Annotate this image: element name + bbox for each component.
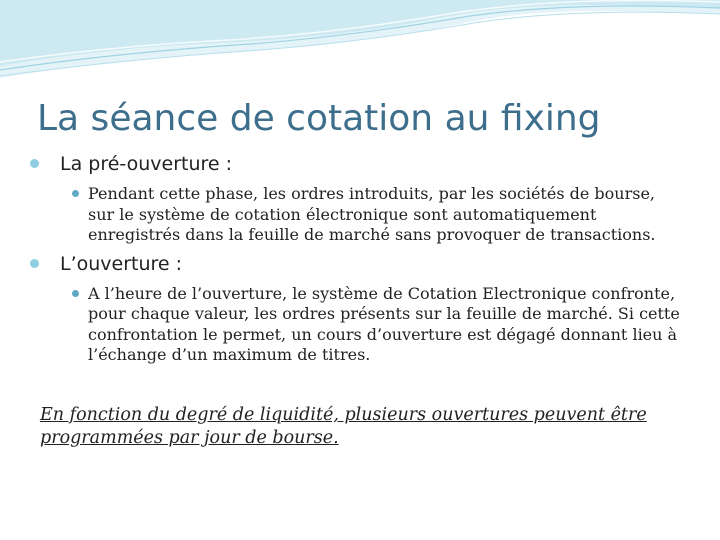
section-heading-preopening xyxy=(26,152,686,176)
sub-bullet-icon xyxy=(72,290,79,297)
note-text: En fonction du degré de liquidité, plusieurs ouvertures peuvent être programmées par jour de bourse. xyxy=(40,405,647,448)
bullet-item-preopening xyxy=(88,184,686,246)
section-heading-text: La pré-ouverture : xyxy=(60,153,233,175)
sub-bullet-icon xyxy=(72,190,79,197)
slide-title: La séance de cotation au fixing xyxy=(37,98,601,139)
bullet-icon xyxy=(30,159,39,168)
bullet-item-opening xyxy=(88,284,686,366)
slide-content xyxy=(26,152,686,366)
bullet-icon xyxy=(30,259,39,268)
decorative-wave-header xyxy=(0,0,720,90)
section-heading-opening xyxy=(26,252,686,276)
bullet-item-text: Pendant cette phase, les ordres introduits, par les sociétés de bourse, sur le système de cotation électronique sont automatiquement enregistrés dans la feuille de marché sans provoquer de transactions. xyxy=(88,184,656,244)
section-heading-text: L’ouverture : xyxy=(60,252,183,275)
bullet-item-text: A l’heure de l’ouverture, le système de Cotation Electronique confronte, pour chaque valeur, les ordres présents sur la feuille de marché. Si cette confrontation le permet, un cours d’ouverture est dégagé donnant lieu à l’échange d’un maximum de titres. xyxy=(88,283,680,364)
